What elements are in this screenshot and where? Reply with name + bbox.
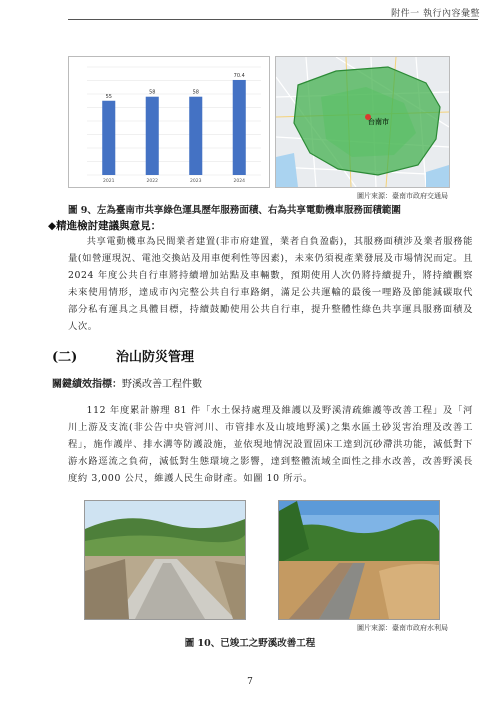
chart-bar (102, 101, 115, 175)
chart-bar (146, 97, 159, 175)
figure9-caption: 圖 9、左為臺南市共享綠色運具歷年服務面積、右為共享電動機車服務面積範圍 (68, 205, 401, 216)
chart-tick-label: 2022 (146, 179, 158, 184)
completed-channel-photo-right (278, 500, 440, 620)
chart-data-label: 70.4 (233, 72, 245, 79)
kpi-label: 關鍵績效指標： (52, 379, 122, 390)
photo-right-image (279, 501, 439, 619)
body-paragraph: 112 年度累計辦理 81 件「水土保持處理及維護以及野溪清疏維護等改善工程」及「河川上游及支流(非公告中央管河川、市管排水及山坡地野溪)之集水區土砂災害治理及改善工程」，施作護岸、排水溝等防護設施，並依現地情況設置固床工達到沉砂滯洪功能，減低對下游水路逕流之負荷，減低對生態環境之影響，達到整體流域全面性之排水改善，改善野溪長度約 3,000 公尺，維護人民生命財產。如圖 10 所示。 (68, 405, 473, 484)
photo-left-image (85, 501, 245, 619)
running-header: 附件一 執行內容彙整 (391, 9, 480, 19)
review-paragraph: 共享電動機車為民間業者建置(非市府建置，業者自負盈虧)，其服務面積涉及業者服務能量(如營運現況、電池交換站及用車便利性等因素)，未來仍須視產業發展及市場情況而定。且 2024 年度公共自行車將持續增加站點及車輛數，預期使用人次仍將持續提升，將持續觀察未來使用情形，達成市內完整公共自行車路網，滿足公共運輸的最後一哩路及節能減碳取代部分私有運具之具體目標，持續鼓勵使用公共自行車，提升整體性綠色共享運具服務面積及人次。 (68, 236, 473, 332)
figure9-source: 圖片來源：臺南市政府交通局 (357, 192, 448, 200)
chart-data-labels (106, 73, 245, 100)
figure10-source: 圖片來源：臺南市政府水利局 (357, 624, 448, 632)
chart-tick-label: 2023 (190, 179, 202, 184)
kpi-line (52, 375, 202, 390)
chart-bar (189, 97, 202, 175)
chart-tick-label: 2024 (233, 179, 245, 184)
chart-canvas (69, 57, 269, 187)
map-image (276, 57, 449, 187)
map-city-label: 台南市 (368, 118, 389, 126)
review-heading: ◆精進檢討建議與意見： (48, 220, 162, 232)
page-number: 7 (247, 677, 253, 687)
figure10-caption: 圖 10、已竣工之野溪改善工程 (184, 638, 316, 649)
section-title: 治山防災管理 (116, 350, 195, 365)
chart-data-label: 58 (149, 89, 156, 96)
chart-data-label: 58 (192, 89, 199, 96)
kpi-value: 野溪改善工程件數 (122, 379, 202, 390)
chart-tick-labels (103, 178, 245, 184)
section-number: (二) (52, 350, 78, 365)
scooter-service-map (275, 56, 450, 188)
header-divider (68, 19, 478, 20)
chart-data-label: 55 (105, 93, 112, 100)
chart-bar (233, 80, 246, 175)
completed-channel-photo-left (84, 500, 246, 620)
chart-tick-label: 2021 (103, 179, 115, 184)
service-area-bar-chart (68, 56, 270, 188)
